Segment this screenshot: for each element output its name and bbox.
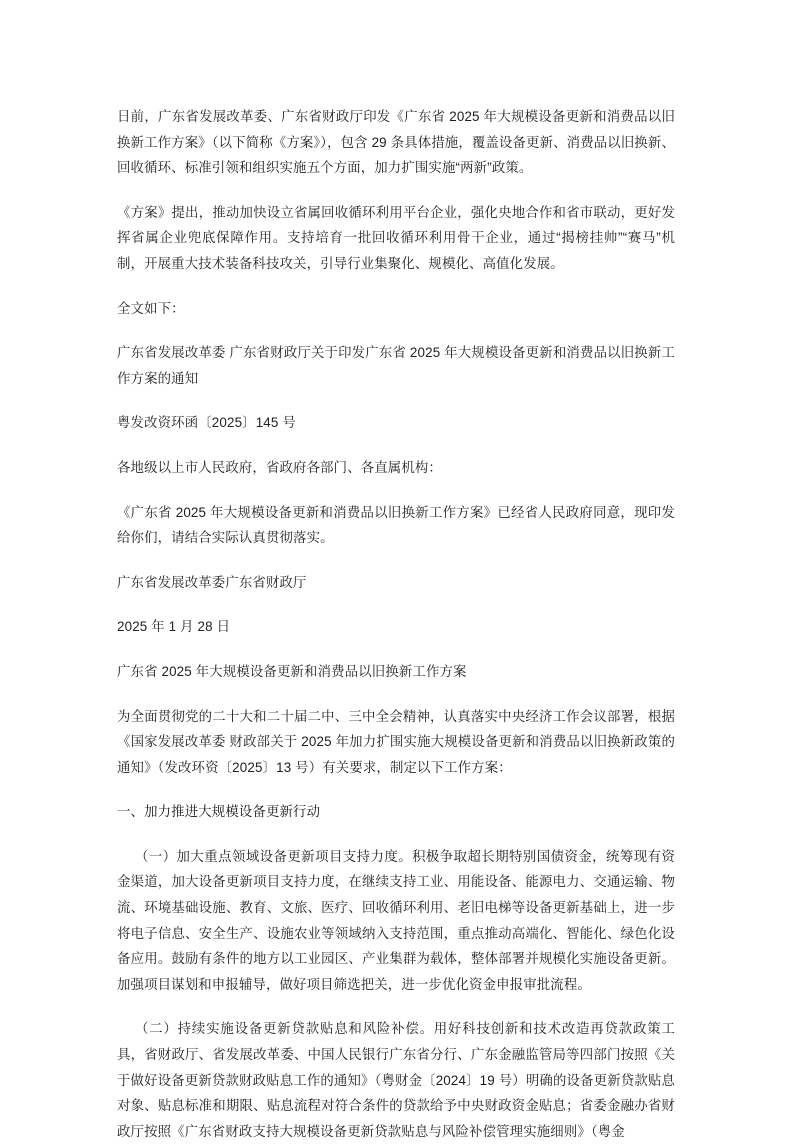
full-text-label: 全文如下： bbox=[117, 300, 185, 316]
document-number: 粤发改资环函〔2025〕145 号 bbox=[117, 415, 296, 431]
notice-body: 《广东省 2025 年大规模设备更新和消费品以旧换新工作方案》已经省人民政府同意，现印发给你们，请结合实际认真贯彻落实。 bbox=[117, 504, 675, 546]
addressee-line: 各地级以上市人民政府，省政府各部门、各直属机构： bbox=[117, 459, 442, 475]
document-body bbox=[117, 104, 675, 1144]
notice-title: 广东省发展改革委 广东省财政厅关于印发广东省 2025 年大规模设备更新和消费品以旧换新工作方案的通知 bbox=[117, 345, 675, 386]
issuing-agencies: 广东省发展改革委广东省财政厅 bbox=[117, 574, 307, 590]
plan-title: 广东省 2025 年大规模设备更新和消费品以旧换新工作方案 bbox=[117, 663, 467, 679]
paragraph-lead-summary: 日前，广东省发展改革委、广东省财政厅印发《广东省 2025 年大规模设备更新和消费品以旧换新工作方案》（以下简称《方案》），包含 29 条具体措施，覆盖设备更新、消费品以旧换新、回收循环、标准引领和组织实施五个方面，加力扩围实施“两新”政策。 bbox=[117, 109, 675, 176]
clause-two: （二）持续实施设备更新贷款贴息和风险补偿。用好科技创新和技术改造再贷款政策工具，省财政厅、省发展改革委、中国人民银行广东省分行、广东金融监管局等四部门按照《关于做好设备更新贷款财政贴息工作的通知》（粤财金〔2024〕19 号）明确的设备更新贷款贴息对象、贴息标准和期限、贴息流程对符合条件的贷款给予中央财政资金贴息；省委金融办省财政厅按照《广东省财政支持大规模设备更新贷款贴息与风险补偿管理实施细则》（粤金 bbox=[117, 1021, 675, 1139]
paragraph-lead-highlights: 《方案》提出，推动加快设立省属回收循环利用平台企业，强化央地合作和省市联动，更好发挥省属企业兜底保障作用。支持培育一批回收循环利用骨干企业，通过“揭榜挂帅”“赛马”机制，开展重大技术装备科技攻关，引导行业集聚化、规模化、高值化发展。 bbox=[117, 204, 675, 271]
clause-one: （一）加大重点领域设备更新项目支持力度。积极争取超长期特别国债资金，统筹现有资金渠道，加大设备更新项目支持力度，在继续支持工业、用能设备、能源电力、交通运输、物流、环境基础设施、教育、文旅、医疗、回收循环利用、老旧电梯等设备更新基础上，进一步将电子信息、安全生产、设施农业等领域纳入支持范围，重点推动高端化、智能化、绿色化设备应用。鼓励有条件的地方以工业园区、产业集群为载体，整体部署并规模化实施设备更新。加强项目谋划和申报辅导，做好项目筛选把关，进一步优化资金申报审批流程。 bbox=[117, 848, 675, 992]
issue-date: 2025 年 1 月 28 日 bbox=[117, 619, 231, 635]
section-heading-one: 一、加力推进大规模设备更新行动 bbox=[117, 804, 321, 820]
plan-preamble: 为全面贯彻党的二十大和二十届二中、三中全会精神，认真落实中央经济工作会议部署，根据《国家发展改革委 财政部关于 2025 年加力扩围实施大规模设备更新和消费品以旧换新政策的通知》（发改环资〔2025〕13 号）有关要求，制定以下工作方案： bbox=[117, 708, 675, 775]
